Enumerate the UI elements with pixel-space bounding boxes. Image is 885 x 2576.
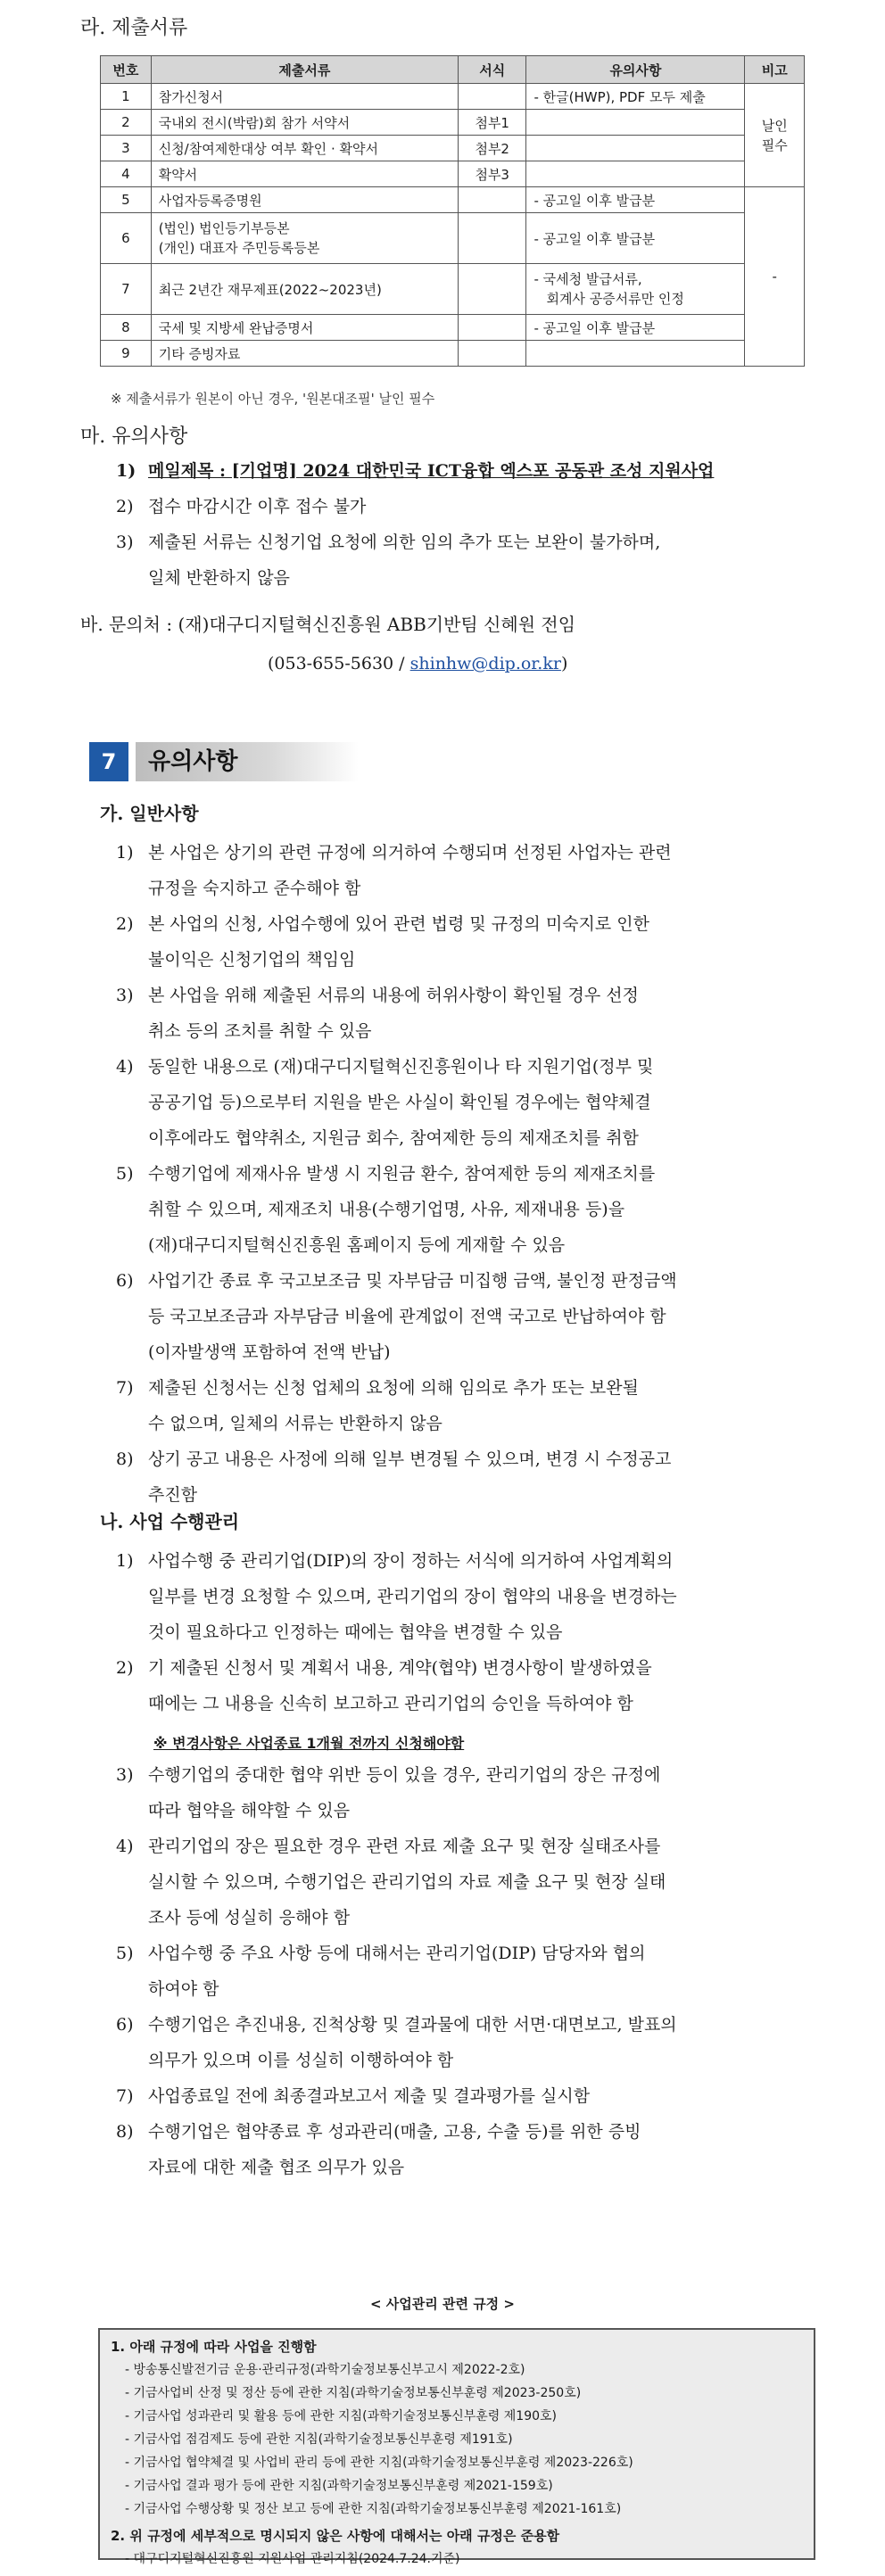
item-line: 추진함 <box>148 1485 198 1505</box>
item-number: 3) <box>116 533 134 552</box>
table-cell-doc: 기타 증빙자료 <box>151 341 458 367</box>
item-text <box>148 1156 812 1263</box>
column-header: 비고 <box>745 56 805 84</box>
item-number: 3) <box>116 1765 134 1785</box>
table-row <box>101 161 805 187</box>
item-text <box>148 1757 812 1829</box>
item-number: 1) <box>116 843 134 863</box>
list-item <box>116 835 812 906</box>
item-line: 일부를 변경 요청할 수 있으며, 관리기업의 장이 협약의 내용을 변경하는 <box>148 1587 677 1606</box>
table-cell-doc: 참가신청서 <box>151 84 458 110</box>
regulation-item: - 기금사업 수행상황 및 정산 보고 등에 관한 지침(과학기술정보통신부훈령 제2021-161호) <box>125 2502 622 2516</box>
table-footnote: ※ 제출서류가 원본이 아닌 경우, '원본대조필' 날인 필수 <box>111 391 435 407</box>
table-cell-remark: - <box>745 187 805 367</box>
table-cell-form <box>458 341 525 367</box>
contact-email-link[interactable]: shinhw@dip.or.kr <box>409 654 561 673</box>
contact-line: 바. 문의처 : (재)대구디지털혁신진흥원 ABB기반팀 신혜원 전임 <box>80 614 576 635</box>
item-line: 관리기업의 장은 필요한 경우 관련 자료 제출 요구 및 현장 실태조사를 <box>148 1837 661 1856</box>
table-cell-no: 2 <box>101 110 152 136</box>
item-number: 1) <box>116 1551 134 1571</box>
list-item <box>116 1156 812 1263</box>
list-item <box>116 1757 812 1829</box>
table-cell-note <box>526 161 745 187</box>
table-cell-form: 첨부3 <box>458 161 525 187</box>
table-cell-doc: 최근 2년간 재무제표(2022~2023년) <box>151 264 458 315</box>
section-title: 유의사항 <box>148 748 238 775</box>
item-text <box>148 978 812 1049</box>
table-cell-note <box>526 341 745 367</box>
item-line: 제출된 신청서는 신청 업체의 요청에 의해 임의로 추가 또는 보완될 <box>148 1378 639 1398</box>
item-number: 5) <box>116 1164 134 1184</box>
item-line: 조사 등에 성실히 응해야 함 <box>148 1908 351 1928</box>
table-cell-form <box>458 264 525 315</box>
regulation-item: - 기금사업 결과 평가 등에 관한 지침(과학기술정보통신부훈령 제2021-159호) <box>125 2479 553 2493</box>
section-number-badge: 7 <box>89 742 128 781</box>
list-item <box>116 1441 812 1513</box>
table-cell-no: 3 <box>101 136 152 161</box>
change-request-notice: ※ 변경사항은 사업종료 1개월 전까지 신청해야함 <box>153 1735 465 1752</box>
item-line: 수 없으며, 일체의 서류는 반환하지 않음 <box>148 1414 442 1433</box>
table-cell-note <box>526 136 745 161</box>
section-heading-notes: 마. 유의사항 <box>80 425 188 448</box>
subsection-heading-management: 나. 사업 수행관리 <box>100 1511 240 1532</box>
list-item <box>116 2078 812 2114</box>
regulations-list <box>111 2358 803 2521</box>
item-text <box>148 1936 812 2007</box>
table-row <box>101 110 805 136</box>
list-item <box>116 1263 812 1370</box>
item-line: 것이 필요하다고 인정하는 때에는 협약을 변경할 수 있음 <box>148 1622 563 1642</box>
list-item <box>116 978 812 1049</box>
table-cell-note: - 공고일 이후 발급분 <box>526 315 745 341</box>
table-row <box>101 341 805 367</box>
item-number: 8) <box>116 1449 134 1469</box>
list-item <box>116 1049 812 1156</box>
contact-close: ) <box>560 654 568 673</box>
table-cell-note <box>526 110 745 136</box>
table-cell-no: 7 <box>101 264 152 315</box>
column-header: 유의사항 <box>526 56 745 84</box>
list-item <box>116 1829 812 1936</box>
item-text <box>148 1650 812 1721</box>
item-text <box>148 2078 812 2114</box>
table-cell-no: 8 <box>101 315 152 341</box>
item-number: 2) <box>116 914 134 934</box>
table-cell-form <box>458 213 525 264</box>
mail-subject-rule: 메일제목 : [기업명] 2024 대한민국 ICT융합 엑스포 공동관 조성 지원사업 <box>148 461 715 481</box>
item-line: 본 사업을 위해 제출된 서류의 내용에 허위사항이 확인될 경우 선정 <box>148 986 639 1005</box>
contact-details <box>268 646 567 681</box>
list-item <box>116 524 812 596</box>
contact-phone: (053-655-5630 / <box>268 654 405 673</box>
item-text <box>148 1370 812 1441</box>
table-cell-doc: 신청/참여제한대상 여부 확인 · 확약서 <box>151 136 458 161</box>
item-number: 5) <box>116 1944 134 1963</box>
table-cell-no: 9 <box>101 341 152 367</box>
table-cell-remark <box>745 84 805 187</box>
item-line: 사업종료일 전에 최종결과보고서 제출 및 결과평가를 실시함 <box>148 2086 591 2106</box>
regulations-list <box>111 2547 803 2571</box>
item-number: 2) <box>116 497 134 516</box>
item-line: 사업수행 중 주요 사항 등에 대해서는 관리기업(DIP) 담당자와 협의 <box>148 1944 646 1963</box>
list-item <box>116 1936 812 2007</box>
item-text <box>148 1441 812 1513</box>
item-number: 4) <box>116 1837 134 1856</box>
list-item <box>116 489 812 524</box>
management-list-a <box>116 1543 812 1721</box>
section-heading-submission-docs: 라. 제출서류 <box>80 17 188 39</box>
item-text <box>148 906 812 978</box>
list-item <box>116 453 812 489</box>
item-text <box>148 2114 812 2185</box>
section-7-banner <box>89 742 803 781</box>
table-row <box>101 264 805 315</box>
item-number: 3) <box>116 986 134 1005</box>
item-line: 하여야 함 <box>148 1979 219 1999</box>
item-line: 수행기업에 제재사유 발생 시 지원금 환수, 참여제한 등의 제재조치를 <box>148 1164 656 1184</box>
regulation-item: - 방송통신발전기금 운용·관리규정(과학기술정보통신부고시 제2022-2호) <box>125 2363 525 2377</box>
item-line: 이후에라도 협약취소, 지원금 회수, 참여제한 등의 제재조치를 취함 <box>148 1128 639 1148</box>
item-text <box>148 1543 812 1650</box>
submission-docs-table <box>100 55 805 367</box>
item-line: 상기 공고 내용은 사정에 의해 일부 변경될 수 있으며, 변경 시 수정공고 <box>148 1449 672 1469</box>
table-row <box>101 84 805 110</box>
item-line: 수행기업의 중대한 협약 위반 등이 있을 경우, 관리기업의 장은 규정에 <box>148 1765 661 1785</box>
item-line: 공공기업 등)으로부터 지원을 받은 사실이 확인될 경우에는 협약체결 <box>148 1093 651 1112</box>
table-cell-form: 첨부2 <box>458 136 525 161</box>
regulations-heading: 1. 아래 규정에 따라 사업을 진행함 <box>111 2339 317 2355</box>
item-line: 수행기업은 추진내용, 진척상황 및 결과물에 대한 서면·대면보고, 발표의 <box>148 2015 677 2035</box>
item-line: 수행기업은 협약종료 후 성과관리(매출, 고용, 수출 등)를 위한 증빙 <box>148 2122 641 2142</box>
item-line: 의무가 있으며 이를 성실히 이행하여야 함 <box>148 2051 454 2070</box>
item-line: 본 사업은 상기의 관련 규정에 의거하여 수행되며 선정된 사업자는 관련 <box>148 843 672 863</box>
list-item <box>116 1370 812 1441</box>
item-line: (이자발생액 포함하여 전액 반납) <box>148 1342 391 1362</box>
table-row <box>101 213 805 264</box>
note-line: - 국세청 발급서류, <box>533 271 642 287</box>
table-cell-form <box>458 315 525 341</box>
item-line: (재)대구디지털혁신진흥원 홈페이지 등에 게재할 수 있음 <box>148 1235 566 1255</box>
item-line: 불이익은 신청기업의 책임임 <box>148 950 356 970</box>
item-line: 본 사업의 신청, 사업수행에 있어 관련 법령 및 규정의 미숙지로 인한 <box>148 914 649 934</box>
item-line: 자료에 대한 제출 협조 의무가 있음 <box>148 2158 405 2177</box>
item-line: 등 국고보조금과 자부담금 비율에 관계없이 전액 국고로 반납하여야 함 <box>148 1307 666 1326</box>
item-text <box>148 835 812 906</box>
table-cell-note: - 공고일 이후 발급분 <box>526 187 745 213</box>
table-row <box>101 136 805 161</box>
regulation-item: - 기금사업비 산정 및 정산 등에 관한 지침(과학기술정보통신부훈령 제2023-250호) <box>125 2386 582 2400</box>
remark-text: 필수 <box>761 136 788 153</box>
item-text <box>148 524 812 596</box>
remark-text: 날인 <box>761 117 788 134</box>
item-line: 기 제출된 신청서 및 계획서 내용, 계약(협약) 변경사항이 발생하였을 <box>148 1658 652 1678</box>
subsection-heading-general: 가. 일반사항 <box>100 803 199 824</box>
table-cell-doc: 사업자등록증명원 <box>151 187 458 213</box>
item-number: 8) <box>116 2122 134 2142</box>
table-cell-note <box>526 264 745 315</box>
item-line: 취소 등의 조치를 취할 수 있음 <box>148 1021 372 1041</box>
item-line: 취할 수 있으며, 제재조치 내용(수행기업명, 사유, 제재내용 등)을 <box>148 1200 625 1219</box>
item-number: 7) <box>116 2086 134 2106</box>
item-number: 4) <box>116 1057 134 1077</box>
column-header: 번호 <box>101 56 152 84</box>
table-cell-form: 첨부1 <box>458 110 525 136</box>
table-cell-note: - 한글(HWP), PDF 모두 제출 <box>526 84 745 110</box>
table-cell-no: 4 <box>101 161 152 187</box>
table-cell-no: 6 <box>101 213 152 264</box>
table-row <box>101 187 805 213</box>
item-number: 6) <box>116 2015 134 2035</box>
table-cell-doc <box>151 213 458 264</box>
table-cell-no: 5 <box>101 187 152 213</box>
table-cell-doc: 국내외 전시(박람)회 참가 서약서 <box>151 110 458 136</box>
table-cell-doc: 국세 및 지방세 완납증명서 <box>151 315 458 341</box>
doc-line: (법인) 법인등기부등본 <box>158 220 290 236</box>
item-line: 동일한 내용으로 (재)대구디지털혁신진흥원이나 타 지원기업(정부 및 <box>148 1057 654 1077</box>
item-line: 사업기간 종료 후 국고보조금 및 자부담금 미집행 금액, 불인정 판정금액 <box>148 1271 677 1291</box>
table-row <box>101 315 805 341</box>
column-header: 서식 <box>458 56 525 84</box>
item-text <box>148 1829 812 1936</box>
item-number: 6) <box>116 1271 134 1291</box>
general-list <box>116 835 812 1513</box>
table-cell-note: - 공고일 이후 발급분 <box>526 213 745 264</box>
table-cell-form <box>458 84 525 110</box>
regulation-item: - 기금사업 점검제도 등에 관한 지침(과학기술정보통신부훈령 제191호) <box>125 2432 513 2447</box>
regulation-item: - 기금사업 협약체결 및 사업비 관리 등에 관한 지침(과학기술정보통신부훈령 제2023-226호) <box>125 2456 633 2470</box>
item-text <box>148 1263 812 1370</box>
regulations-caption: < 사업관리 관련 규정 > <box>370 2296 515 2312</box>
item-number: 7) <box>116 1378 134 1398</box>
list-item <box>116 1650 812 1721</box>
doc-line: (개인) 대표자 주민등록등본 <box>158 240 320 256</box>
regulation-item: - 기금사업 성과관리 및 활용 등에 관한 지침(과학기술정보통신부훈령 제190호) <box>125 2409 558 2423</box>
list-item <box>116 2007 812 2078</box>
item-number: 1) <box>116 461 136 481</box>
item-line: 때에는 그 내용을 신속히 보고하고 관리기업의 승인을 득하여야 함 <box>148 1694 633 1713</box>
list-item <box>116 2114 812 2185</box>
item-line: 사업수행 중 관리기업(DIP)의 장이 정하는 서식에 의거하여 사업계획의 <box>148 1551 674 1571</box>
list-item <box>116 1543 812 1650</box>
table-cell-doc: 확약서 <box>151 161 458 187</box>
regulations-heading: 2. 위 규정에 세부적으로 명시되지 않은 사항에 대해서는 아래 규정은 준용함 <box>111 2528 560 2544</box>
table-header-row <box>101 56 805 84</box>
item-line: 규정을 숙지하고 준수해야 함 <box>148 879 361 898</box>
column-header: 제출서류 <box>151 56 458 84</box>
item-text <box>148 1049 812 1156</box>
management-list-b <box>116 1757 812 2185</box>
table-cell-form <box>458 187 525 213</box>
item-line: 일체 반환하지 않음 <box>148 568 290 588</box>
item-line: 제출된 서류는 신청기업 요청에 의한 임의 추가 또는 보완이 불가하며, <box>148 533 661 552</box>
regulations-box <box>98 2328 815 2566</box>
item-text: 접수 마감시간 이후 접수 불가 <box>148 497 367 516</box>
notes-list <box>116 453 812 596</box>
item-text <box>148 2007 812 2078</box>
regulation-item: - 대구디지털혁신진흥원 지원사업 관리지침(2024.7.24.기준) <box>125 2552 460 2566</box>
note-line: 회계사 공증서류만 인정 <box>546 291 684 307</box>
list-item <box>116 906 812 978</box>
item-line: 따라 협약을 해약할 수 있음 <box>148 1801 351 1821</box>
item-line: 실시할 수 있으며, 수행기업은 관리기업의 자료 제출 요구 및 현장 실태 <box>148 1872 666 1892</box>
item-number: 2) <box>116 1658 134 1678</box>
table-cell-no: 1 <box>101 84 152 110</box>
